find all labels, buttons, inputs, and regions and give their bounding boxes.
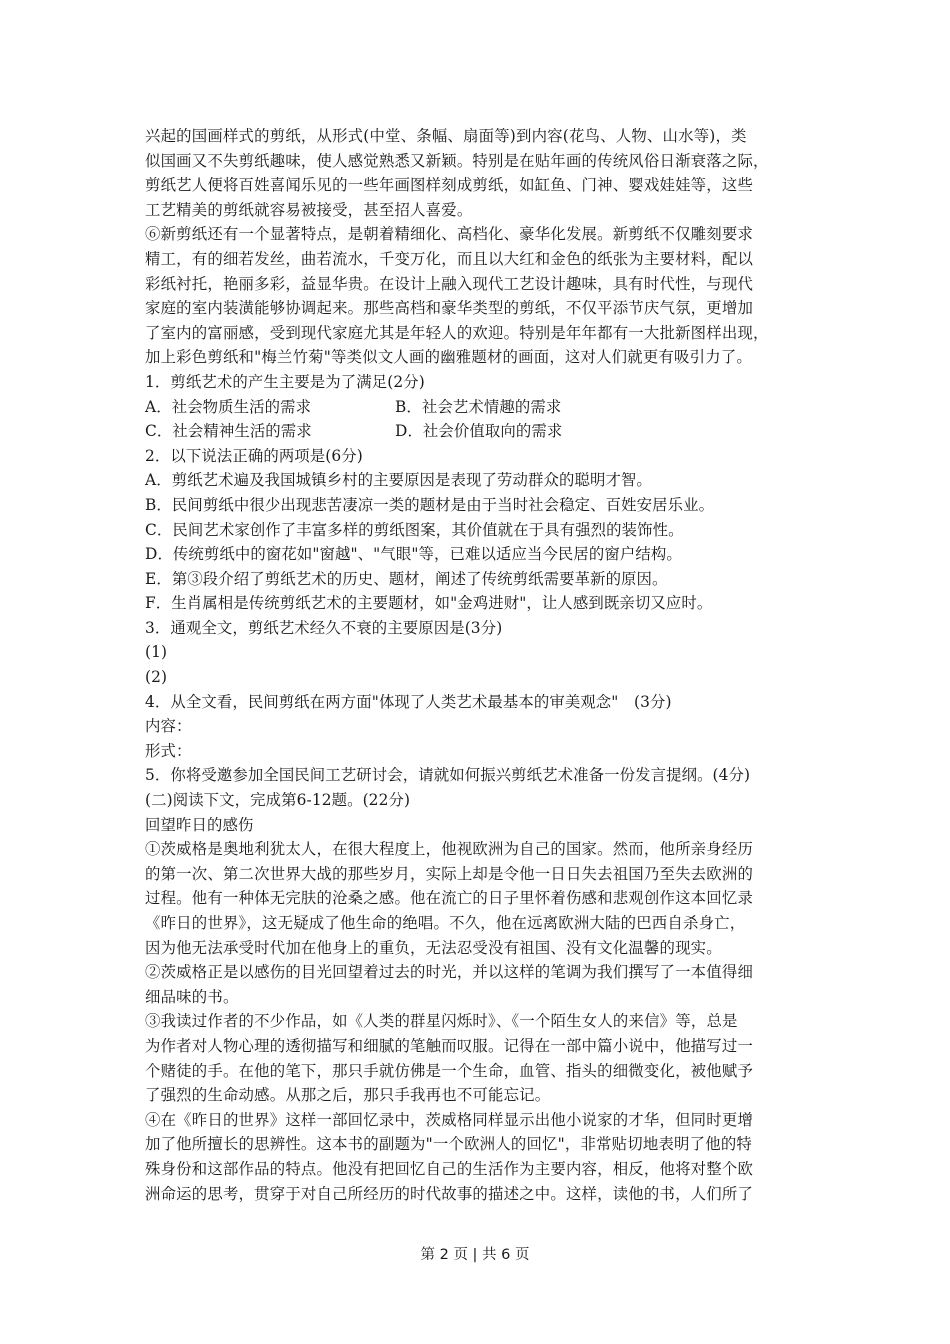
paragraph-6-line: 精工，有的细若发丝，曲若流水，千变万化，而且以大红和金色的纸张为主要材料，配以 — [145, 249, 754, 268]
option-a: A．社会物质生活的需求 — [145, 397, 312, 416]
question-2-option: F．生肖属相是传统剪纸艺术的主要题材，如"金鸡进财"，让人感到既亲切又应时。 — [145, 594, 713, 613]
paragraph-6-line: 家庭的室内装潢能够协调起来。那些高档和豪华类型的剪纸，不仅平添节庆气氛，更增加 — [145, 299, 754, 318]
text-line: 工艺精美的剪纸就容易被接受，甚至招人喜爱。 — [145, 200, 473, 219]
option-d: D．社会价值取向的需求 — [395, 422, 563, 441]
page-footer: 第 2 页 | 共 6 页 — [420, 1247, 530, 1263]
question-2-option: E．第③段介绍了剪纸艺术的历史、题材，阐述了传统剪纸需要革新的原因。 — [145, 569, 668, 588]
section-2-heading: (二)阅读下文，完成第6-12题。(22分) — [145, 791, 411, 810]
question-2-option: B．民间剪纸中很少出现悲苦凄凉一类的题材是由于当时社会稳定、百姓安居乐业。 — [145, 495, 715, 514]
paragraph-6-line: 加上彩色剪纸和"梅兰竹菊"等类似文人画的幽雅题材的画面，这对人们就更有吸引力了。 — [145, 348, 753, 367]
answer-blank-2: (2) — [145, 668, 168, 687]
article-paragraph-4-line: 洲命运的思考，贯穿于对自己所经历的时代故事的描述之中。这样，读他的书，人们所了 — [145, 1184, 754, 1203]
paragraph-6-line: 了室内的富丽感，受到现代家庭尤其是年轻人的欢迎。特别是年年都有一大批新图样出现， — [145, 323, 769, 342]
answer-content-label: 内容： — [145, 717, 192, 736]
question-1-options-row — [145, 419, 810, 444]
paragraph-6-line: 彩纸衬托，艳丽多彩，益显华贵。在设计上融入现代工艺设计趣味，具有时代性，与现代 — [145, 274, 754, 293]
option-c: C．社会精神生活的需求 — [145, 422, 312, 441]
text-line: 剪纸艺人便将百姓喜闻乐见的一些年画图样刻成剪纸，如缸鱼、门神、婴戏娃娃等，这些 — [145, 176, 754, 195]
article-paragraph-3-line: 个赌徒的手。在他的笔下，那只手就仿佛是一个生命，血管、指头的细微变化，被他赋予 — [145, 1061, 754, 1080]
article-paragraph-1-line: ①茨威格是奥地利犹太人，在很大程度上，他视欧洲为自己的国家。然而，他所亲身经历 — [145, 840, 754, 859]
question-2-option: D．传统剪纸中的窗花如"窗越"、"气眼"等，已难以适应当今民居的窗户结构。 — [145, 545, 682, 564]
article-paragraph-3-line: ③我读过作者的不少作品，如《人类的群星闪烁时》、《一个陌生女人的来信》等，总是 — [145, 1012, 738, 1031]
article-paragraph-4-line: 加了他所擅长的思辨性。这本书的副题为"一个欧洲人的回忆"，非常贴切地表明了他的特 — [145, 1135, 753, 1154]
article-paragraph-1-line: 因为他无法承受时代加在他身上的重负，无法忍受没有祖国、没有文化温馨的现实。 — [145, 938, 722, 957]
article-paragraph-1-line: 的第一次、第二次世界大战的那些岁月，实际上却是令他一日日失去祖国乃至失去欧洲的 — [145, 864, 754, 883]
text-line: 兴起的国画样式的剪纸，从形式(中堂、条幅、扇面等)到内容(花鸟、人物、山水等)，类 — [145, 127, 747, 145]
question-4-stem: 4．从全文看，民间剪纸在两方面"体现了人类艺术最基本的审美观念" (3分) — [145, 692, 672, 711]
article-paragraph-2-line: ②茨威格正是以感伤的目光回望着过去的时光，并以这样的笔调为我们撰写了一本值得细 — [145, 963, 754, 982]
question-3-stem: 3．通观全文，剪纸艺术经久不衰的主要原因是(3分) — [145, 618, 503, 637]
article-title: 回望昨日的感伤 — [145, 815, 254, 834]
question-1-options-row — [145, 395, 810, 420]
article-paragraph-4-line: ④在《昨日的世界》这样一部回忆录中，茨威格同样显示出他小说家的才华，但同时更增 — [145, 1110, 754, 1129]
article-paragraph-2-line: 细品味的书。 — [145, 987, 239, 1006]
question-2-stem: 2．以下说法正确的两项是(6分) — [145, 446, 363, 465]
question-2-option: A．剪纸艺术遍及我国城镇乡村的主要原因是表现了劳动群众的聪明才智。 — [145, 471, 652, 490]
article-paragraph-3-line: 为作者对人物心理的透彻描写和细腻的笔触而叹服。记得在一部中篇小说中，他描写过一 — [145, 1036, 754, 1055]
question-2-option: C．民间艺术家创作了丰富多样的剪纸图案，其价值就在于具有强烈的装饰性。 — [145, 520, 684, 539]
answer-form-label: 形式： — [145, 741, 192, 760]
document-page — [145, 124, 810, 1206]
answer-blank-1: (1) — [145, 643, 168, 662]
question-1-stem: 1．剪纸艺术的产生主要是为了满足(2分) — [145, 372, 425, 391]
article-paragraph-3-line: 了强烈的生命动感。从那之后，那只手我再也不可能忘记。 — [145, 1086, 551, 1105]
article-paragraph-1-line: 过程。他有一种体无完肤的沧桑之感。他在流亡的日子里怀着伤感和悲观创作这本回忆录 — [145, 889, 754, 908]
article-paragraph-1-line: 《昨日的世界》，这无疑成了他生命的绝唱。不久，他在远离欧洲大陆的巴西自杀身亡， — [145, 914, 746, 932]
article-paragraph-4-line: 殊身份和这部作品的特点。他没有把回忆自己的生活作为主要内容，相反，他将对整个欧 — [145, 1159, 754, 1178]
paragraph-6-line: ⑥新剪纸还有一个显著特点，是朝着精细化、高档化、豪华化发展。新剪纸不仅雕刻要求 — [145, 225, 754, 244]
option-b: B．社会艺术情趣的需求 — [395, 397, 562, 416]
text-line: 似国画又不失剪纸趣味，使人感觉熟悉又新颖。特别是在贴年画的传统风俗日渐衰落之际， — [145, 151, 769, 170]
question-5-stem: 5．你将受邀参加全国民间工艺研讨会，请就如何振兴剪纸艺术准备一份发言提纲。(4分) — [145, 766, 751, 785]
